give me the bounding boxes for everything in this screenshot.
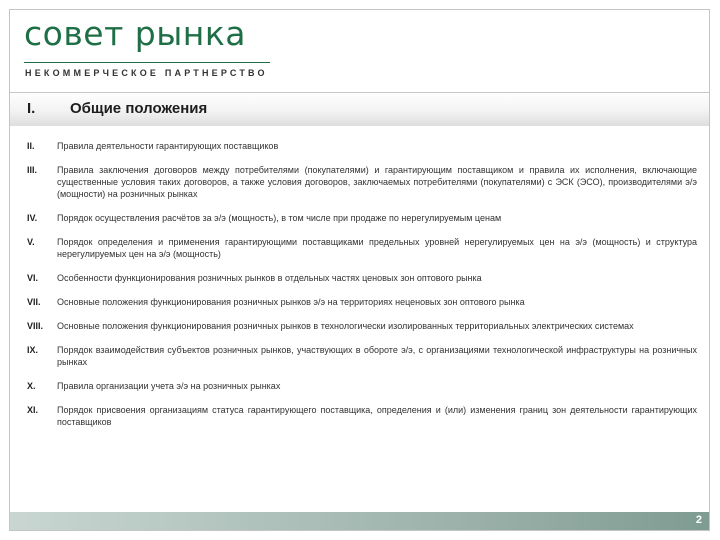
footer-bar — [10, 512, 709, 530]
item-text: Порядок определения и применения гарантирующими поставщиками предельных уровней нерегулируемых цен на э/э (мощность) и структура нерегулируемых цен на э/э (мощность) — [57, 237, 697, 259]
item-number: IV. — [27, 213, 38, 223]
list-item — [27, 344, 697, 368]
item-number: VI. — [27, 273, 39, 283]
list-item — [27, 212, 697, 224]
page-number: 2 — [695, 514, 702, 526]
list-item — [27, 296, 697, 308]
item-text: Правила заключения договоров между потребителями (покупателями) и гарантирующим поставщиком и правила их исполнения, включающие существенные условия таких договоров, а также условия договоров, заключаемых потребителями (покупателями) с ЭСК (ЭСО), производителями э/э (мощности) на розничных рынках — [57, 165, 697, 199]
item-number: II. — [27, 141, 35, 151]
logo-subtitle: НЕКОММЕРЧЕСКОЕ ПАРТНЕРСТВО — [25, 68, 268, 78]
section-title: Общие положения — [70, 100, 208, 117]
item-number: X. — [27, 381, 36, 391]
item-number: V. — [27, 237, 35, 247]
item-number: III. — [27, 165, 38, 175]
list-item — [27, 236, 697, 260]
list-item — [27, 272, 697, 284]
heading-top-rule — [10, 92, 709, 93]
list-item — [27, 320, 697, 332]
sections-list — [27, 140, 697, 440]
logo-divider — [24, 62, 270, 63]
item-text: Порядок взаимодействия субъектов розничных рынков, участвующих в обороте э/э, с организациями технологической инфраструктуры на розничных рынках — [57, 345, 697, 367]
item-text: Особенности функционирования розничных рынков в отдельных частях ценовых зон оптового рынка — [57, 273, 482, 283]
item-text: Правила организации учета э/э на розничных рынках — [57, 381, 281, 391]
item-number: IX. — [27, 345, 39, 355]
item-text: Основные положения функционирования розничных рынков э/э на территориях неценовых зон оптового рынка — [57, 297, 525, 307]
item-text: Порядок присвоения организациям статуса гарантирующего поставщика, определения и (или) изменения границ зон деятельности гарантирующих поставщиков — [57, 405, 697, 427]
list-item — [27, 404, 697, 428]
item-text: Основные положения функционирования розничных рынков в технологически изолированных территориальных электрических системах — [57, 321, 634, 331]
section-number: I. — [27, 100, 36, 117]
item-text: Правила деятельности гарантирующих поставщиков — [57, 141, 279, 151]
item-number: VII. — [27, 297, 41, 307]
logo-wordmark: совет рынка — [24, 14, 247, 53]
item-number: XI. — [27, 405, 39, 415]
item-text: Порядок осуществления расчётов за э/э (мощность), в том числе при продаже по нерегулируемым ценам — [57, 213, 502, 223]
item-number: VIII. — [27, 321, 44, 331]
list-item — [27, 380, 697, 392]
list-item — [27, 164, 697, 200]
list-item — [27, 140, 697, 152]
